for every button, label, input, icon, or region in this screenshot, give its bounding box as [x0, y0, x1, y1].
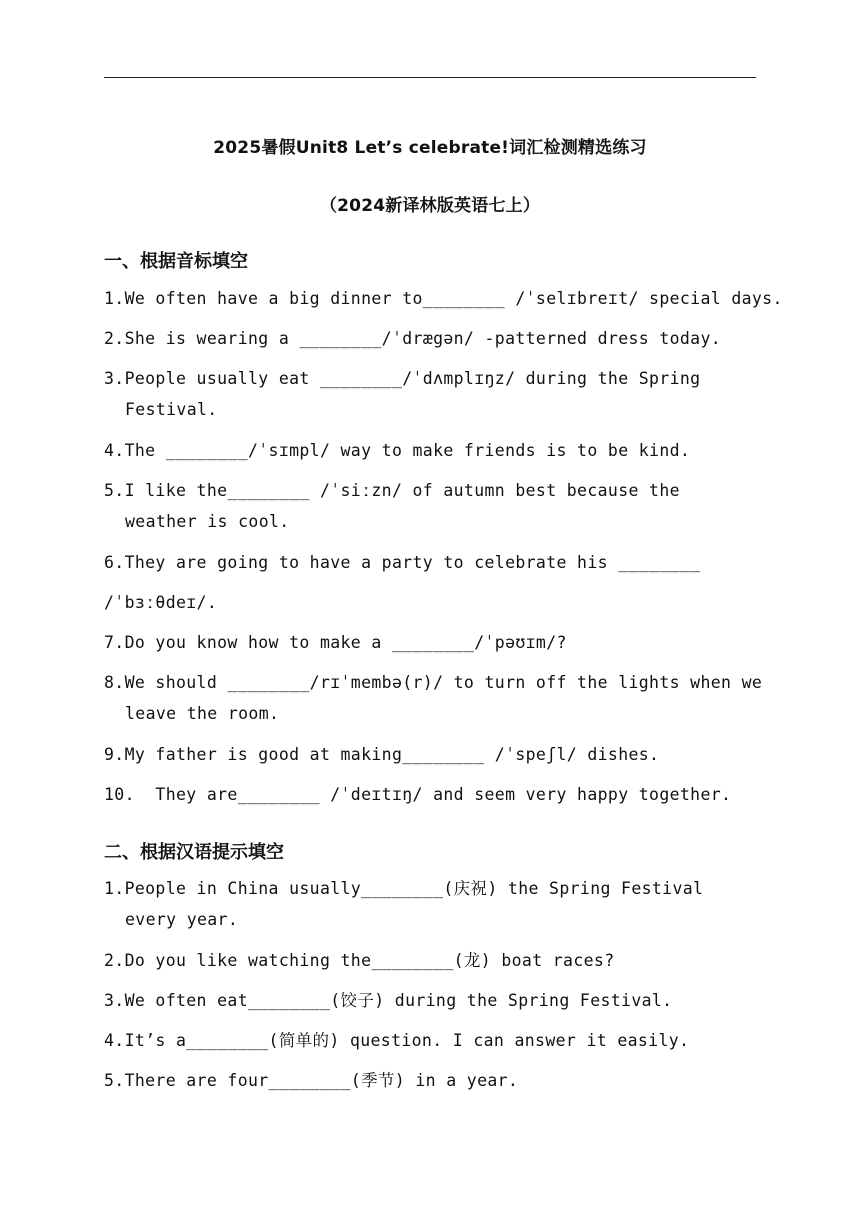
exercise-item	[104, 873, 764, 935]
item-line: 4.It’s a________(简单的) question. I can answer it easily.	[104, 1031, 690, 1050]
item-line: 5.There are four________(季节) in a year.	[104, 1071, 519, 1090]
item-line: 1.People in China usually________(庆祝) the Spring Festival	[104, 879, 704, 898]
section-heading-phonetics: 一、根据音标填空	[104, 251, 248, 272]
item-line-continued: weather is cool.	[125, 512, 290, 531]
item-line: 5.I like the________ /ˈsiːzn/ of autumn best because the	[104, 481, 680, 500]
exercise-item	[104, 1025, 764, 1056]
exercise-item	[104, 1065, 764, 1096]
item-line-continued: /ˈbɜːθdeɪ/.	[104, 593, 218, 612]
item-line-continued: Festival.	[125, 400, 218, 419]
item-line: 6.They are going to have a party to celebrate his ________	[104, 553, 701, 572]
item-line: 3.We often eat________(饺子) during the Spring Festival.	[104, 991, 673, 1010]
exercise-item	[104, 547, 764, 618]
item-line-continued: leave the room.	[125, 704, 280, 723]
exercise-item	[104, 283, 783, 314]
item-line-continued: every year.	[125, 910, 239, 929]
exercise-item	[104, 945, 764, 976]
exercise-item	[104, 667, 764, 729]
item-line: 4.The ________/ˈsɪmpl/ way to make friends is to be kind.	[104, 441, 691, 460]
worksheet-title: 2025暑假Unit8 Let’s celebrate!词汇检测精选练习	[213, 138, 647, 158]
section-heading-chinese-hints: 二、根据汉语提示填空	[104, 842, 284, 863]
item-line: 9.My father is good at making________ /ˈspeʃl/ dishes.	[104, 745, 660, 764]
item-line: 10. They are________ /ˈdeɪtɪŋ/ and seem very happy together.	[104, 785, 732, 804]
item-line: 8.We should ________/rɪˈmembə(r)/ to turn off the lights when we	[104, 673, 763, 692]
exercise-item	[104, 435, 764, 466]
worksheet-subtitle: （2024新译林版英语七上）	[319, 196, 541, 216]
exercise-item	[104, 363, 764, 425]
exercise-item	[104, 985, 764, 1016]
item-line: 3.People usually eat ________/ˈdʌmplɪŋz/ during the Spring	[104, 369, 701, 388]
exercise-item	[104, 475, 764, 537]
item-line: 1.We often have a big dinner to________ /ˈselɪbreɪt/ special days.	[104, 289, 783, 308]
item-line: 2.Do you like watching the________(龙) boat races?	[104, 951, 615, 970]
exercise-item	[104, 323, 764, 354]
item-line: 2.She is wearing a ________/ˈdrægən/ -patterned dress today.	[104, 329, 722, 348]
exercise-item	[104, 779, 764, 810]
top-rule	[104, 77, 756, 78]
exercise-item	[104, 627, 764, 658]
item-line: 7.Do you know how to make a ________/ˈpəʊɪm/?	[104, 633, 567, 652]
exercise-item	[104, 739, 764, 770]
